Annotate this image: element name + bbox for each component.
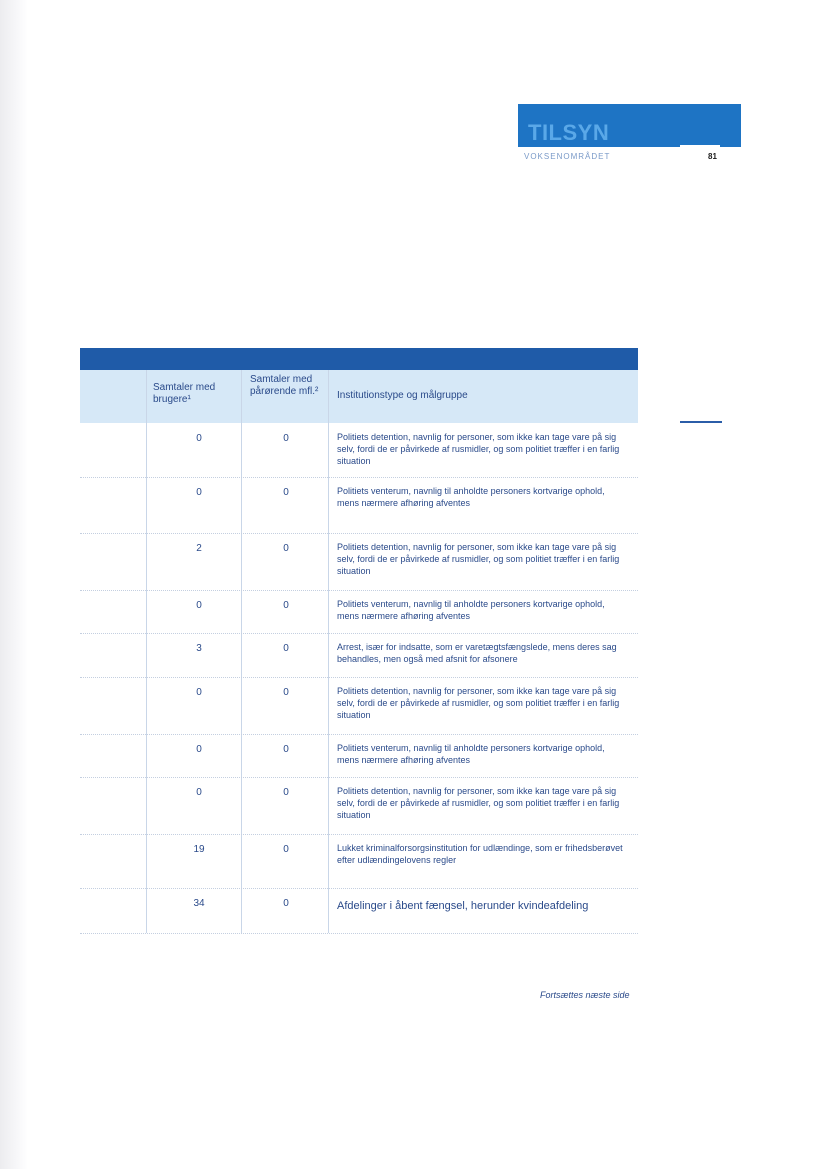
table-row (80, 734, 638, 778)
cell-institutionstype: Politiets venterum, navnlig til anholdte personers kortvarige ophold, mens nærmere afhøring afventes (337, 599, 605, 622)
table-row (80, 633, 638, 678)
column-header-brugere: Samtaler med brugere¹ (153, 382, 216, 405)
cell-brugere: 0 (196, 487, 202, 498)
cell-paaroerende: 0 (283, 844, 289, 855)
table-row (80, 590, 638, 634)
cell-brugere: 34 (193, 898, 205, 909)
cell-brugere: 0 (196, 687, 202, 698)
cell-institutionstype: Afdelinger i åbent fængsel, herunder kvindeafdeling (337, 900, 589, 912)
cell-institutionstype: Politiets detention, navnlig for personer, som ikke kan tage vare på sig selv, fordi de er påvirkede af rusmidler, og som politiet træffer i en farlig situation (337, 786, 620, 821)
header-section-label: VOKSENOMRÅDET (524, 152, 611, 161)
margin-marker (680, 421, 722, 423)
cell-brugere: 3 (196, 643, 202, 654)
cell-paaroerende: 0 (283, 787, 289, 798)
page-number: 81 (708, 152, 717, 161)
table-row (80, 477, 638, 534)
cell-institutionstype: Lukket kriminalforsorgsinstitution for udlændinge, som er frihedsberøvet efter udlændingelovens regler (337, 843, 623, 866)
cell-paaroerende: 0 (283, 487, 289, 498)
cell-institutionstype: Politiets detention, navnlig for personer, som ikke kan tage vare på sig selv, fordi de er påvirkede af rusmidler, og som politiet træffer i en farlig situation (337, 432, 620, 467)
cell-brugere: 0 (196, 787, 202, 798)
table-row (80, 888, 638, 934)
continued-note: Fortsættes næste side (540, 990, 630, 1000)
page-edge-shadow (0, 0, 28, 1169)
cell-brugere: 0 (196, 744, 202, 755)
cell-paaroerende: 0 (283, 744, 289, 755)
table-row (80, 777, 638, 835)
cell-paaroerende: 0 (283, 543, 289, 554)
column-header-paaroerende: Samtaler med pårørende mfl.² (250, 374, 319, 397)
column-header-institutionstype: Institutionstype og målgruppe (337, 390, 468, 401)
table-row (80, 834, 638, 889)
cell-paaroerende: 0 (283, 643, 289, 654)
cell-institutionstype: Politiets venterum, navnlig til anholdte personers kortvarige ophold, mens nærmere afhøring afventes (337, 486, 605, 509)
cell-paaroerende: 0 (283, 898, 289, 909)
header-accent-line (680, 145, 720, 148)
table-header (80, 370, 638, 423)
cell-institutionstype: Arrest, især for indsatte, som er varetægtsfængslede, mens deres sag behandles, men også med afsnit for afsonere (337, 642, 617, 665)
header-title: TILSYN (528, 120, 610, 145)
cell-paaroerende: 0 (283, 600, 289, 611)
cell-brugere: 0 (196, 600, 202, 611)
cell-brugere: 19 (193, 844, 205, 855)
table-row (80, 677, 638, 735)
table-title-bar (80, 348, 638, 370)
cell-paaroerende: 0 (283, 687, 289, 698)
cell-institutionstype: Politiets venterum, navnlig til anholdte personers kortvarige ophold, mens nærmere afhøring afventes (337, 743, 605, 766)
cell-paaroerende: 0 (283, 433, 289, 444)
cell-brugere: 2 (196, 543, 202, 554)
cell-institutionstype: Politiets detention, navnlig for personer, som ikke kan tage vare på sig selv, fordi de er påvirkede af rusmidler, og som politiet træffer i en farlig situation (337, 542, 620, 577)
cell-brugere: 0 (196, 433, 202, 444)
table-row (80, 423, 638, 478)
cell-institutionstype: Politiets detention, navnlig for personer, som ikke kan tage vare på sig selv, fordi de er påvirkede af rusmidler, og som politiet træffer i en farlig situation (337, 686, 620, 721)
table-row (80, 533, 638, 591)
